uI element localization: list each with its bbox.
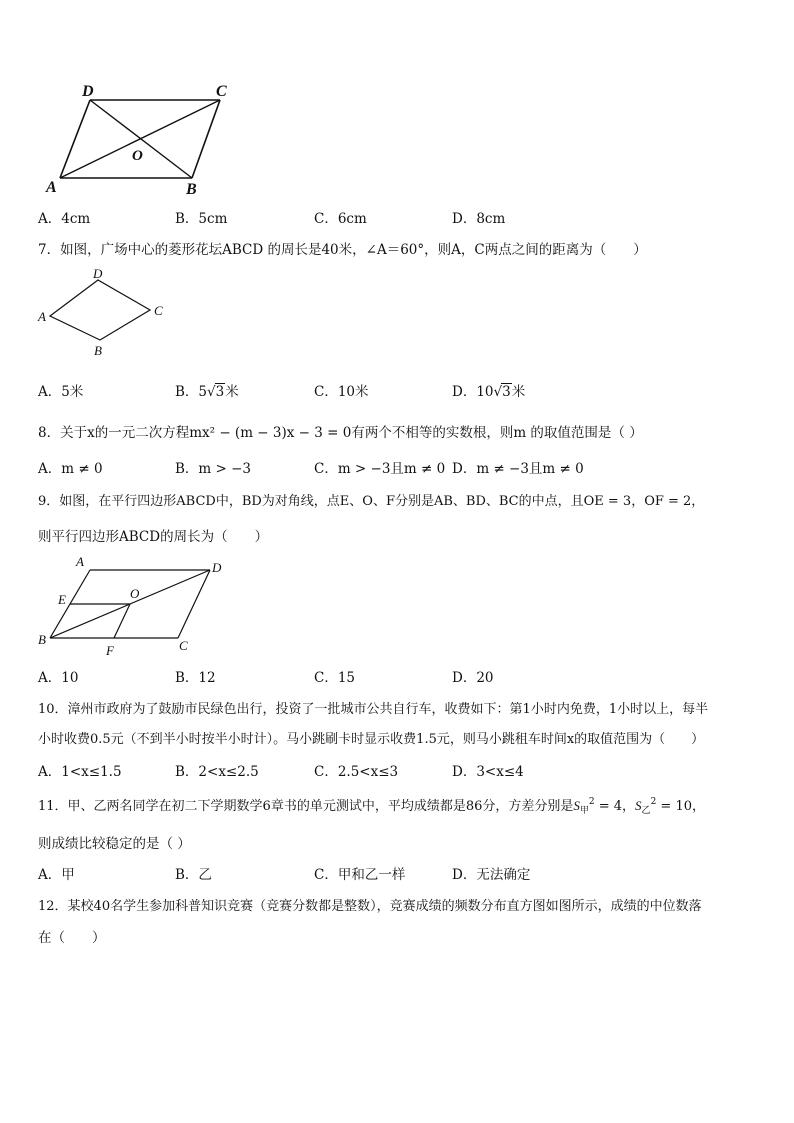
q10-option-d[interactable]: D．3<x≤4: [452, 764, 524, 780]
q9-label-a: A: [76, 554, 84, 569]
q9-label-d: D: [212, 560, 222, 575]
q9-label-e: E: [58, 592, 66, 607]
q7-label-d: D: [93, 266, 103, 281]
q9-option-c[interactable]: C．15: [314, 670, 356, 686]
q9-label-c: C: [179, 638, 188, 653]
q11-variance-jia-subscript: 甲: [579, 806, 589, 816]
q11-stem-text: 11．甲、乙两名同学在初二下学期数学6章书的单元测试中，平均成绩都是86分，方差分别是: [38, 799, 574, 814]
q11-variance-yi-subscript: 乙: [641, 806, 651, 816]
q6-diagonal-bd: [90, 100, 192, 178]
q6-option-b[interactable]: B．5cm: [175, 211, 228, 227]
q7-option-b-radicand: 3: [215, 384, 225, 400]
q10-option-b[interactable]: B．2<x≤2.5: [175, 764, 259, 780]
q7-option-b[interactable]: [175, 380, 239, 400]
q7-option-d-sqrt-sign: √: [493, 384, 503, 400]
q11-stem-line2: 则成绩比较稳定的是（ ）: [38, 836, 191, 852]
q6-label-b: B: [186, 181, 197, 196]
q8-stem: 8．关于x的一元二次方程mx² − (m − 3)x − 3 = 0有两个不相等的实数根，则m 的取值范围是（ ）: [38, 425, 643, 441]
q12-stem-line2: 在（ ）: [38, 930, 106, 946]
q9-option-a[interactable]: A．10: [38, 670, 79, 686]
q7-option-a[interactable]: A．5米: [38, 384, 84, 400]
q11-variance-jia-symbol: S: [573, 798, 580, 813]
q11-variance-yi-square: 2: [650, 797, 657, 807]
q6-option-c[interactable]: C．6cm: [314, 211, 367, 227]
q9-parallelogram-figure: [34, 554, 230, 658]
q7-label-c: C: [154, 303, 163, 318]
q10-option-c[interactable]: C．2.5<x≤3: [314, 764, 399, 780]
q6-label-c: C: [216, 83, 227, 100]
q11-option-c[interactable]: C．甲和乙一样: [314, 867, 406, 883]
q6-option-a[interactable]: A．4cm: [38, 211, 91, 227]
q9-segment-of: [114, 604, 130, 638]
q9-label-b: B: [38, 632, 46, 647]
q10-stem-line1: 10．漳州市政府为了鼓励市民绿色出行，投资了一批城市公共自行车，收费如下：第1小时内免费，1小时以上，每半: [38, 702, 709, 717]
q7-option-d-unit: 米: [511, 384, 526, 400]
q9-label-f: F: [106, 643, 114, 658]
q12-stem-line1: 12．某校40名学生参加科普知识竞赛（竞赛分数都是整数），竞赛成绩的频数分布直方图如图所示，成绩的中位数落: [38, 899, 702, 914]
q11-stem-line1: [38, 795, 705, 816]
q11-option-d[interactable]: D．无法确定: [452, 867, 531, 883]
q7-option-b-prefix: B．5: [175, 384, 208, 400]
q11-variance-jia-square: 2: [588, 797, 595, 807]
q8-option-b[interactable]: B．m > −3: [175, 461, 252, 477]
q7-option-b-unit: 米: [225, 384, 239, 400]
q6-option-d[interactable]: D．8cm: [452, 211, 506, 227]
q11-option-b[interactable]: B．乙: [175, 867, 212, 883]
q6-parallelogram-figure: [38, 78, 238, 196]
q10-option-a[interactable]: A．1<x≤1.5: [38, 764, 122, 780]
q7-rhombus-figure: [36, 266, 176, 360]
q10-stem-line2: 小时收费0.5元（不到半小时按半小时计）。马小跳刷卡时显示收费1.5元，则马小跳租车时间x的取值范围为（ ）: [38, 732, 705, 747]
q7-option-d[interactable]: [452, 380, 525, 400]
q7-option-d-radicand: 3: [502, 384, 511, 400]
q7-rhombus: [50, 280, 150, 340]
q11-variance-yi-value: = 10，: [656, 799, 705, 814]
q6-label-a: A: [46, 179, 57, 196]
q6-label-o: O: [132, 148, 143, 164]
q11-option-a[interactable]: A．甲: [38, 867, 75, 883]
q6-label-d: D: [82, 83, 94, 100]
q8-option-c[interactable]: C．m > −3且m ≠ 0: [314, 461, 446, 477]
q11-variance-jia-value: = 4，: [594, 799, 636, 814]
q9-stem-line2: 则平行四边形ABCD的周长为（ ）: [38, 529, 269, 545]
q9-option-d[interactable]: D．20: [452, 670, 494, 686]
q9-edge-dc: [178, 570, 210, 638]
q9-option-b[interactable]: B．12: [175, 670, 216, 686]
q9-stem-line1: 9．如图，在平行四边形ABCD中，BD为对角线，点E、O、F分别是AB、BD、BC的中点，且OE = 3，OF = 2，: [38, 494, 705, 509]
q7-option-c[interactable]: C．10米: [314, 384, 369, 400]
q7-label-a: A: [38, 309, 46, 324]
q8-option-d[interactable]: D．m ≠ −3且m ≠ 0: [452, 461, 584, 477]
q11-variance-yi-symbol: S: [635, 798, 642, 813]
q7-stem: 7．如图，广场中心的菱形花坛ABCD 的周长是40米，∠A＝60°，则A，C两点之间的距离为（ ）: [38, 242, 647, 258]
q7-label-b: B: [94, 343, 102, 358]
q8-option-a[interactable]: A．m ≠ 0: [38, 461, 103, 477]
q9-label-o: O: [130, 586, 140, 601]
q7-option-b-sqrt-sign: √: [207, 384, 216, 400]
q7-option-d-prefix: D．10: [452, 384, 494, 400]
